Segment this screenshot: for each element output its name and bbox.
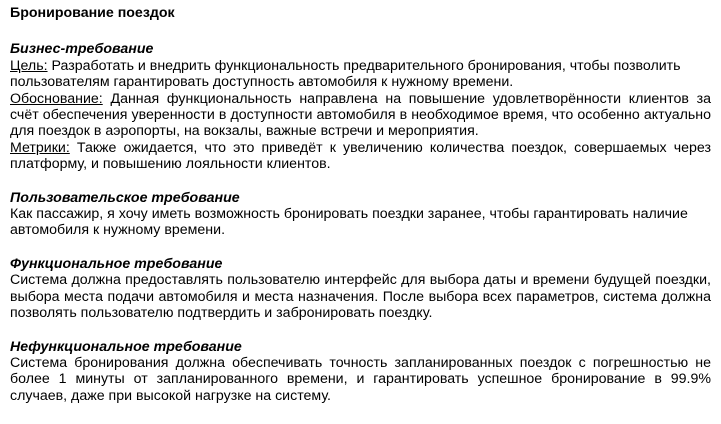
metrics-text: Также ожидается, что это приведёт к увеличению количества поездок, совершаемых через платформу, и повышению лояльности клиентов. [10, 139, 711, 173]
user-requirement-heading: Пользовательское требование [10, 189, 240, 206]
business-requirement-heading: Бизнес-требование [10, 41, 154, 58]
goal-label: Цель: [10, 57, 48, 74]
user-requirement-text: Как пассажир, я хочу иметь возможность бронировать поездки заранее, чтобы гарантировать наличие автомобиля к нужному времени. [10, 206, 688, 239]
functional-requirement-section [10, 256, 711, 322]
nonfunctional-requirement-heading: Нефункциональное требование [10, 338, 242, 355]
goal-paragraph [10, 58, 711, 91]
business-requirement-section [10, 41, 711, 172]
rationale-label: Обоснование: [10, 90, 103, 107]
functional-requirement-heading: Функциональное требование [10, 255, 223, 272]
rationale-paragraph [10, 91, 711, 140]
goal-text: Разработать и внедрить функциональность предварительного бронирования, чтобы позволить пользователям гарантировать доступность автомобиля к нужному времени. [10, 57, 681, 91]
metrics-paragraph [10, 140, 711, 173]
rationale-text: Данная функциональность направлена на повышение удовлетворённости клиентов за счёт обеспечения уверенности в доступности автомобиля в необходимое время, что особенно актуально для поездок в аэропорты, на вокзалы, важные встречи и мероприятия. [10, 90, 711, 140]
metrics-label: Метрики: [10, 139, 70, 156]
nonfunctional-requirement-text: Система бронирования должна обеспечивать точность запланированных поездок с погрешностью не более 1 минуты от запланированного времени, и гарантировать успешное бронирование в 99.9% случаев, даже при высокой нагрузке на систему. [10, 354, 711, 404]
user-requirement-section [10, 190, 711, 239]
document-title: Бронирование поездок [10, 5, 175, 21]
functional-requirement-text: Система должна предоставлять пользователю интерфейс для выбора даты и времени будущей поездки, выбора места подачи автомобиля и места назначения. После выбора всех параметров, система должна позволять пользователю подтвердить и забронировать поездку. [10, 272, 711, 322]
nonfunctional-requirement-section [10, 339, 711, 405]
